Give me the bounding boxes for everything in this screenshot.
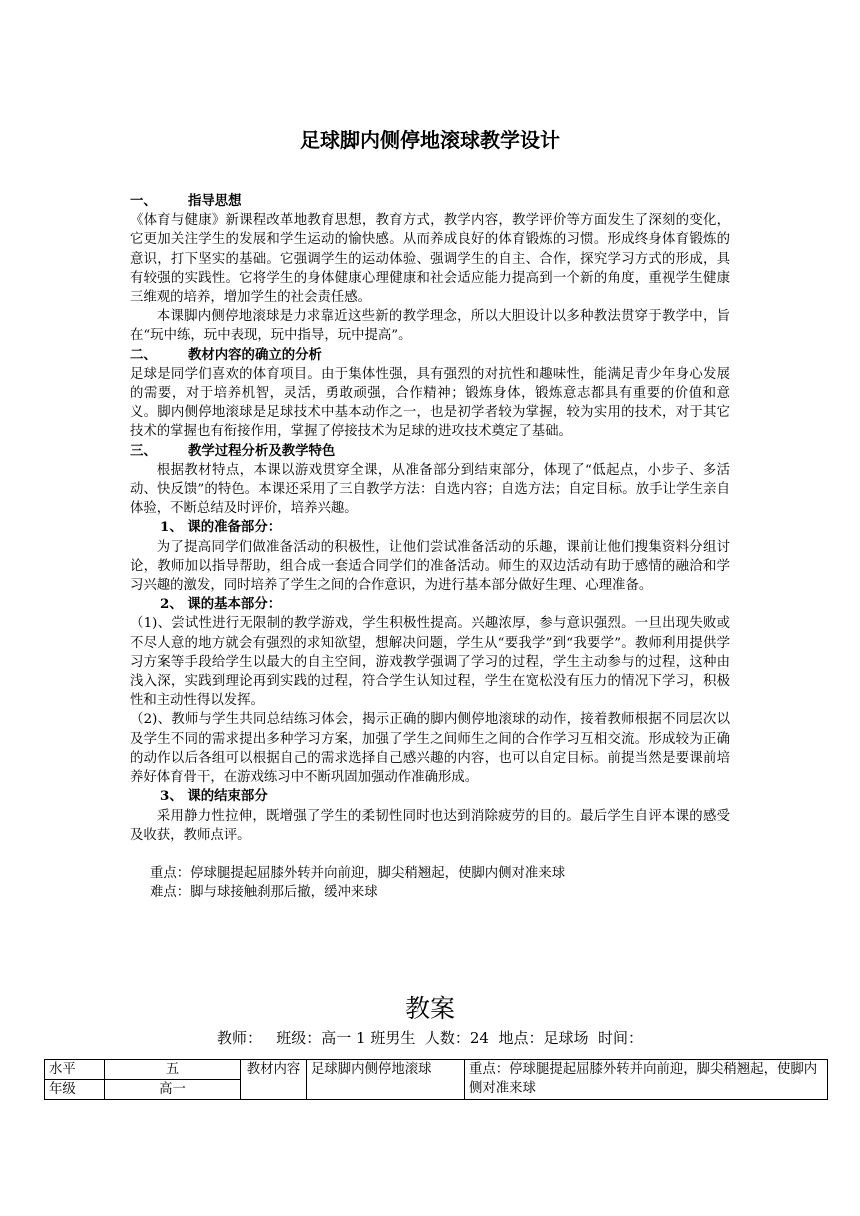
paragraph: 本课脚内侧停地滚球是力求靠近这些新的教学理念，所以大胆设计以多种教法贯穿于教学中，旨在“玩中练，玩中表现，玩中指导，玩中提高”。 — [130, 309, 730, 344]
section-number: 三、 — [130, 442, 157, 459]
table-row — [45, 1060, 828, 1080]
paragraph: 根据教材特点，本课以游戏贯穿全课，从准备部分到结束部分，体现了“低起点，小步子、多活动、快反馈”的特色。本课还采用了三自教学方法：自选内容；自选方法；自定目标。放手让学生亲自体验，不断总结及时评价，培养兴趣。 — [130, 462, 730, 517]
section-number: 二、 — [130, 346, 157, 363]
section-heading-content-analysis — [130, 346, 730, 365]
paragraph: 足球是同学们喜欢的体育项目。由于集体性强，具有强烈的对抗性和趣味性，能满足青少年身心发展的需要，对于培养机智，灵活，勇敢顽强，合作精神；锻炼身体，锻炼意志都具有重要的价值和意义。脚内侧停地滚球是足球技术中基本动作之一，也是初学者较为掌握，较为实用的技术，对于其它技术的掌握也有衔接作用，掌握了停接技术为足球的进攻技术奠定了基础。 — [130, 366, 730, 440]
content-label-cell: 教材内容 — [241, 1060, 307, 1100]
difficulty-text: 难点：脚与球接触刹那后撤，缓冲来球 — [150, 885, 378, 901]
subsection-heading-basic: 2、 课的基本部分： — [160, 596, 282, 613]
subsection-heading-preparation: 1、 课的准备部分： — [160, 519, 282, 536]
subsection-heading-ending: 3、 课的结束部分 — [160, 788, 268, 805]
section-heading-guiding-ideas — [130, 192, 730, 211]
grade-value-cell: 高一 — [105, 1080, 241, 1100]
section-number: 一、 — [130, 193, 157, 209]
paragraph: （1)、尝试性进行无限制的教学游戏，学生积极性提高。兴趣浓厚，参与意识强烈。一旦出现失败或不尽人意的地方就会有强烈的求知欲望，想解决问题，学生从“要我学”到“我要学”。教师利用提供学习方案等手段给学生以最大的自主空间，游戏教学强调了学习的过程，学生主动参与的过程，这种由浅入深，实践到理论再到实践的过程，符合学生认知过程，学生在宽松没有压力的情况下学习，积极性和主动性得以发挥。 — [130, 616, 730, 709]
spacer — [130, 845, 730, 864]
level-label-cell: 水平 — [45, 1060, 105, 1080]
content-value-cell: 足球脚内侧停地滚球 — [307, 1060, 465, 1100]
paragraph: 为了提高同学们做准备活动的积极性，让他们尝试准备活动的乐趣，课前让他们搜集资料分组讨论，教师加以指导帮助，组合成一套适合同学们的准备活动。师生的双边活动有助于感情的融洽和学习兴趣的激发，同时培养了学生之间的合作意识，为进行基本部分做好生理、心理准备。 — [130, 539, 730, 594]
key-point-text: 重点：停球腿提起屈膝外转并向前迎，脚尖稍翘起，使脚内侧对准来球 — [150, 865, 566, 881]
paragraph: 《体育与健康》新课程改革地教育思想，教育方式，教学内容，教学评价等方面发生了深刻的变化，它更加关注学生的发展和学生运动的愉快感。从而养成良好的体育锻炼的习惯。形成终身体育锻炼的意识，打下坚实的基础。它强调学生的运动体验、强调学生的自主、合作，探究学习方式的形成，具有较强的实践性。它将学生的身体健康心理健康和社会适应能力提高到一个新的角度，重视学生健康三维观的培养，增加学生的社会责任感。 — [130, 213, 730, 306]
lesson-plan-title: 教案 — [404, 994, 455, 1023]
paragraph: （2)、教师与学生共同总结练习体会，揭示正确的脚内侧停地滚球的动作，接着教师根据不同层次以及学生不同的需求提出多种学习方案，加强了学生之间师生之间的合作学习互相交流。形成较为正确的动作以后各组可以根据自己的需求选择自己感兴趣的内容，也可以自定目标。前提当然是要课前培养好体育骨干，在游戏练习中不断巩固加强动作准确形成。 — [130, 712, 730, 786]
document-body — [130, 192, 730, 902]
paragraph: 采用静力性拉伸，既增强了学生的柔韧性同时也达到消除疲劳的目的。最后学生自评本课的感受及收获，教师点评。 — [130, 808, 730, 843]
document-title: 足球脚内侧停地滚球教学设计 — [300, 128, 560, 152]
section-heading-text: 教材内容的确立的分析 — [188, 346, 322, 363]
section-heading-text: 指导思想 — [188, 193, 242, 209]
section-heading-teaching-process — [130, 442, 730, 461]
section-heading-text: 教学过程分析及教学特色 — [188, 442, 336, 459]
grade-label-cell: 年级 — [45, 1080, 105, 1100]
key-point-cell: 重点：停球腿提起屈膝外转并向前迎，脚尖稍翘起，使脚内侧对准来球 — [465, 1060, 828, 1100]
level-value-cell: 五 — [105, 1060, 241, 1080]
lesson-info-table — [44, 1059, 828, 1100]
lesson-plan-meta: 教师： 班级：高一 1 班男生 人数：24 地点：足球场 时间： — [216, 1029, 644, 1047]
